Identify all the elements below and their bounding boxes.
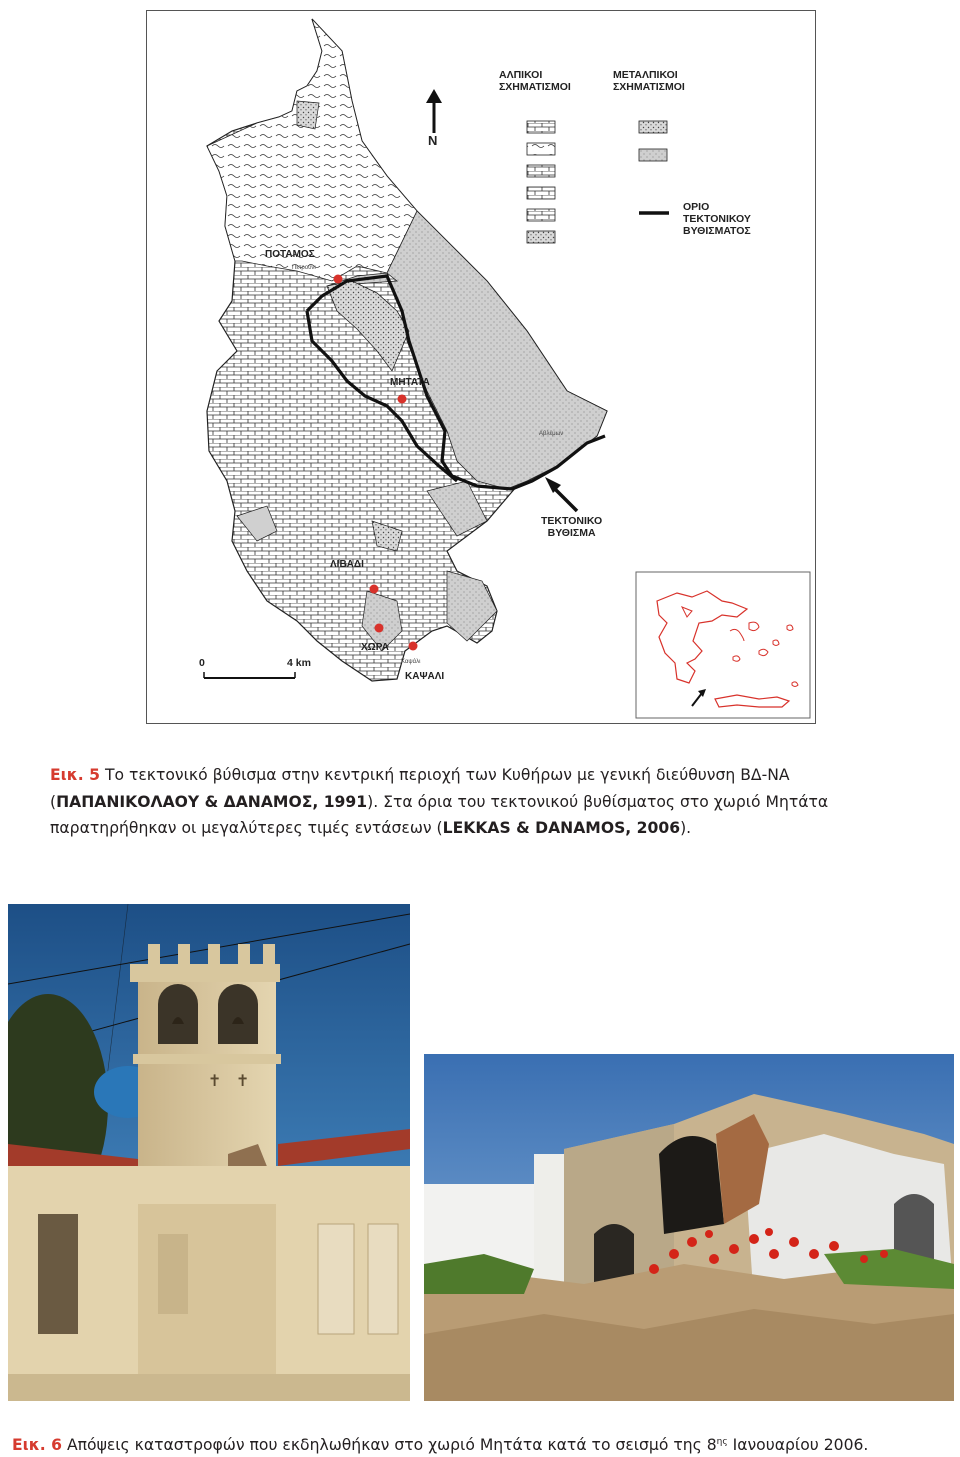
label-kapsali-small: Καψάλι xyxy=(401,659,421,665)
label-petrouni: Πετρούνι xyxy=(292,265,316,271)
scale-bar xyxy=(204,672,295,678)
town-label-mitata: ΜΗΤΑΤΑ xyxy=(390,377,430,388)
caption5-reference-2: LEKKAS & DANAMOS, 2006 xyxy=(442,819,681,838)
damaged-church-photo xyxy=(8,904,410,1401)
graben-arrow-icon xyxy=(545,477,577,511)
caption5-text-2: ). Στα όρια του τεκτονικού βυθίσματος στο χωριό Μητάτα παρατηρήθηκαν οι μεγαλύτερες τιμές εντάσεων ( xyxy=(50,792,829,838)
figure-5-label: Εικ. 5 xyxy=(50,766,101,784)
legend-boundary-title: ΟΡΙΟ ΤΕΚΤΟΝΙΚΟΥ ΒΥΘΙΣΜΑΤΟΣ xyxy=(683,201,751,237)
figure-5-caption xyxy=(50,762,920,842)
figure-6-label: Εικ. 6 xyxy=(12,1436,63,1455)
town-label-livadi: ΛΙΒΑΔΙ xyxy=(330,559,364,570)
graben-label: ΤΕΚΤΟΝΙΚΟ ΒΥΘΙΣΜΑ xyxy=(541,515,603,539)
caption6-text-2: Ιανουαρίου 2006. xyxy=(727,1436,869,1455)
town-label-potamos: ΠΟΤΑΜΟΣ xyxy=(265,249,315,260)
chora-marker xyxy=(375,624,384,633)
caption6-text-1: Απόψεις καταστροφών που εκδηλωθήκαν στο χωριό Μητάτα κατά το σεισμό της 8 xyxy=(62,1436,717,1455)
legend-metalpine-title: ΜΕΤΑΛΠΙΚΟΙ ΣΧΗΜΑΤΙΣΜΟΙ xyxy=(613,69,685,93)
kapsali-marker xyxy=(409,642,418,651)
caption6-superscript: ης xyxy=(716,1437,728,1447)
svg-text:✝: ✝ xyxy=(236,1071,250,1090)
greece-inset-map xyxy=(636,572,810,718)
figure-6-caption xyxy=(12,1430,960,1457)
town-label-chora: ΧΩΡΑ xyxy=(361,642,389,653)
scale-end-label: 4 km xyxy=(287,657,311,669)
potamos-marker xyxy=(334,275,343,284)
cross-icon: ✝ xyxy=(208,1071,222,1090)
town-label-kapsali: ΚΑΨΑΛΙ xyxy=(405,671,445,682)
scale-start-label: 0 xyxy=(199,657,205,669)
island-shape xyxy=(207,19,607,681)
caption5-text-3: ). xyxy=(680,819,692,838)
damaged-house-photo xyxy=(424,1054,954,1401)
geological-map xyxy=(146,10,816,724)
legend-alpine-title: ΑΛΠΙΚΟΙ ΣΧΗΜΑΤΙΣΜΟΙ xyxy=(499,69,571,93)
legend xyxy=(527,121,669,243)
livadi-marker xyxy=(370,585,379,594)
north-label: N xyxy=(428,133,438,148)
caption5-text-1: Το τεκτονικό βύθισμα στην κεντρική περιοχή των Κυθήρων με γενική διεύθυνση ΒΔ-ΝΑ ( xyxy=(50,766,790,811)
caption5-reference-1: ΠΑΠΑΝΙΚΟΛΑΟΥ & ΔΑΝΑΜΟΣ, 1991 xyxy=(56,792,368,811)
north-arrow-icon xyxy=(426,89,442,133)
label-avlemonas: Αβλέμων xyxy=(539,431,564,437)
mitata-marker xyxy=(398,395,407,404)
map-drawing xyxy=(147,11,815,723)
